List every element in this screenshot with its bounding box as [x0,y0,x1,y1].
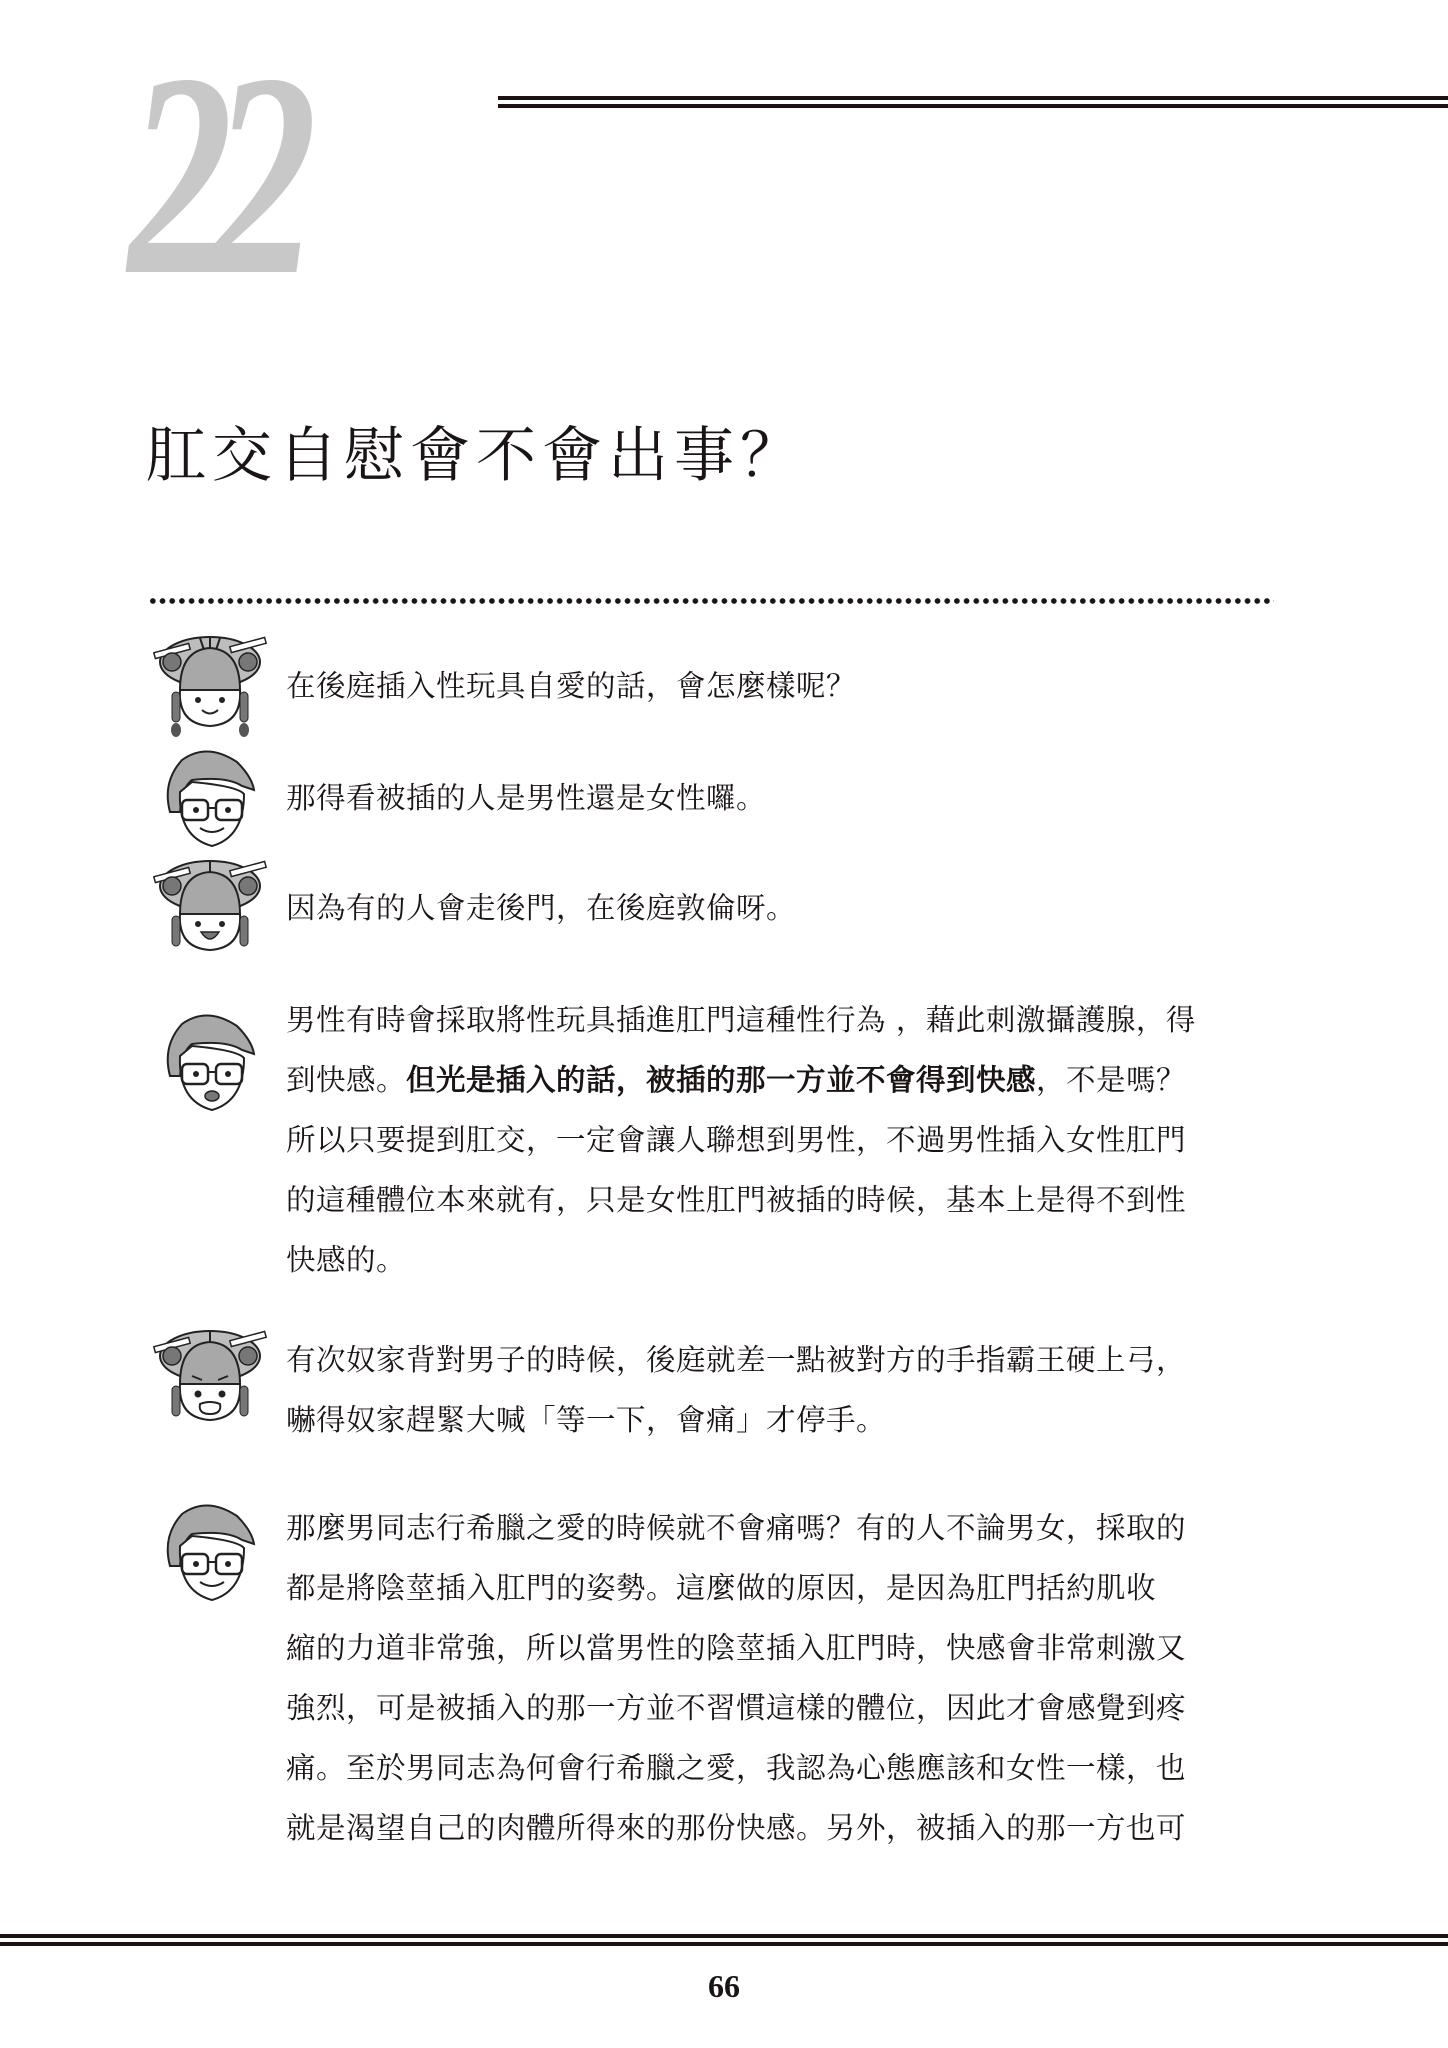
page-number: 66 [708,1968,740,2004]
emphasis-text: 但光是插入的話，被插的那一方並不會得到快感 [406,1063,1037,1097]
footer-double-rule [0,1934,1448,1948]
dialogue-paragraph: 男性有時會採取將性玩具插進肛門這種性行為 ，藉此刺激攝護腺，得 到快感。但光是插入的話，被插的那一方並不會得到快感，不是嗎？ 所以只要提到肛交，一定會讓人聯想到男性，不過男性插入女性肛門 的這種體位本來就有，只是女性肛門被插的時候，基本上是得不到性 快感的。 [286,1003,1196,1277]
dialogue-paragraph: 有次奴家背對男子的時候，後庭就差一點被對方的手指霸王硬上弓， 嚇得奴家趕緊大喊「等一下，會痛」才停手。 [286,1343,1187,1437]
header-double-rule [498,96,1448,109]
dialogue-paragraph: 那麼男同志行希臘之愛的時候就不會痛嗎？有的人不論男女，採取的 都是將陰莖插入肛門的姿勢。這麼做的原因，是因為肛門括約肌收 縮的力道非常強，所以當男性的陰莖插入肛門時，快感會非常刺激又 強烈，可是被插入的那一方並不習慣這樣的體位，因此才會感覺到疼 痛。至於男同志為何會行希臘之愛，我認為心態應該和女性一樣，也 就是渴望自己的肉體所得來的那份快感。另外，被插入的那一方也可 [286,1511,1187,1845]
dotted-divider [148,598,1274,604]
page-title: 肛交自慰會不會出事？ [146,421,806,491]
dialogue-line: 那得看被插的人是男性還是女性囉。 [286,781,767,815]
geisha-avatar-icon [150,1326,270,1436]
dialogue-line: 因為有的人會走後門，在後庭敦倫呀。 [286,891,797,925]
geisha-avatar-icon [150,632,270,742]
doctor-avatar-icon [152,742,272,852]
geisha-avatar-icon [150,856,270,966]
chapter-number: 22 [128,14,297,335]
doctor-avatar-icon [152,1496,272,1606]
doctor-avatar-icon [152,1006,272,1116]
dialogue-line: 在後庭插入性玩具自愛的話，會怎麼樣呢？ [286,669,857,703]
